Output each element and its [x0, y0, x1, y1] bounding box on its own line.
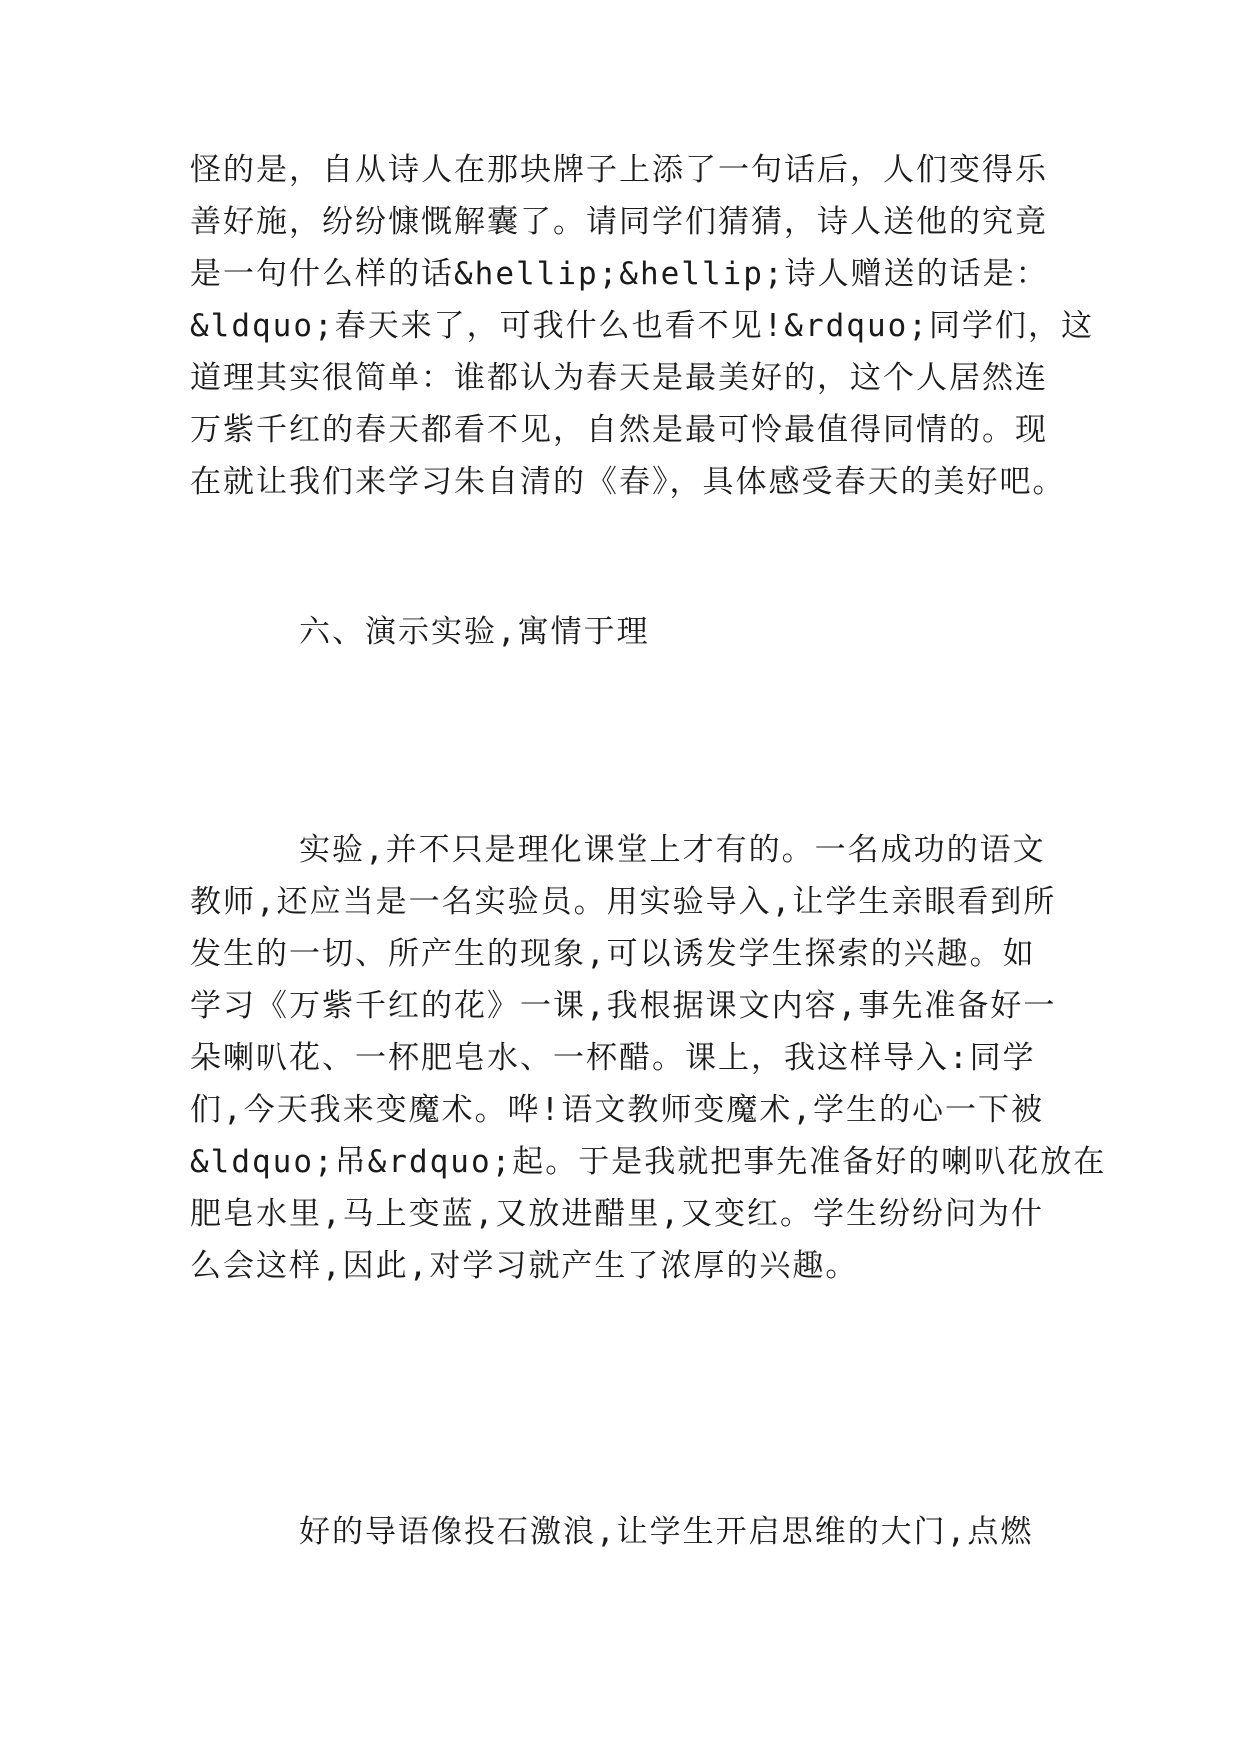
- text-line: &ldquo;吊&rdquo;起。于是我就把事先准备好的喇叭花放在: [190, 1144, 1107, 1180]
- text-line: 是一句什么样的话&hellip;&hellip;诗人赠送的话是：: [190, 256, 1049, 292]
- text-line: &ldquo;春天来了，可我什么也看不见!&rdquo;同学们，这: [190, 308, 1094, 344]
- text-line: 实验,并不只是理化课堂上才有的。一名成功的语文: [299, 832, 1046, 868]
- text-line: 朵喇叭花、一杯肥皂水、一杯醋。课上，我这样导入:同学: [190, 1040, 1036, 1076]
- text-line: 么会这样,因此,对学习就产生了浓厚的兴趣。: [190, 1248, 859, 1284]
- text-line: 发生的一切、所产生的现象,可以诱发学生探索的兴趣。如: [190, 936, 1036, 972]
- text-line: 学习《万紫千红的花》一课,我根据课文内容,事先准备好一: [190, 988, 1057, 1024]
- text-line: 善好施，纷纷慷慨解囊了。请同学们猜猜，诗人送他的究竟: [190, 204, 1048, 240]
- text-line: 在就让我们来学习朱自清的《春》，具体感受春天的美好吧。: [190, 464, 1066, 500]
- text-line: 怪的是，自从诗人在那块牌子上添了一句话后，人们变得乐: [190, 152, 1048, 188]
- section-heading: 六、演示实验,寓情于理: [299, 614, 650, 650]
- text-line: 好的导语像投石激浪,让学生开启思维的大门,点燃: [299, 1514, 1034, 1550]
- text-line: 肥皂水里,马上变蓝,又放进醋里,又变红。学生纷纷问为什: [190, 1196, 1044, 1232]
- text-line: 万紫千红的春天都看不见，自然是最可怜最值得同情的。现: [190, 412, 1048, 448]
- text-line: 道理其实很简单：谁都认为春天是最美好的，这个人居然连: [190, 360, 1048, 396]
- text-line: 们,今天我来变魔术。哗!语文教师变魔术,学生的心一下被: [190, 1092, 1044, 1128]
- text-line: 教师,还应当是一名实验员。用实验导入,让学生亲眼看到所: [190, 884, 1057, 920]
